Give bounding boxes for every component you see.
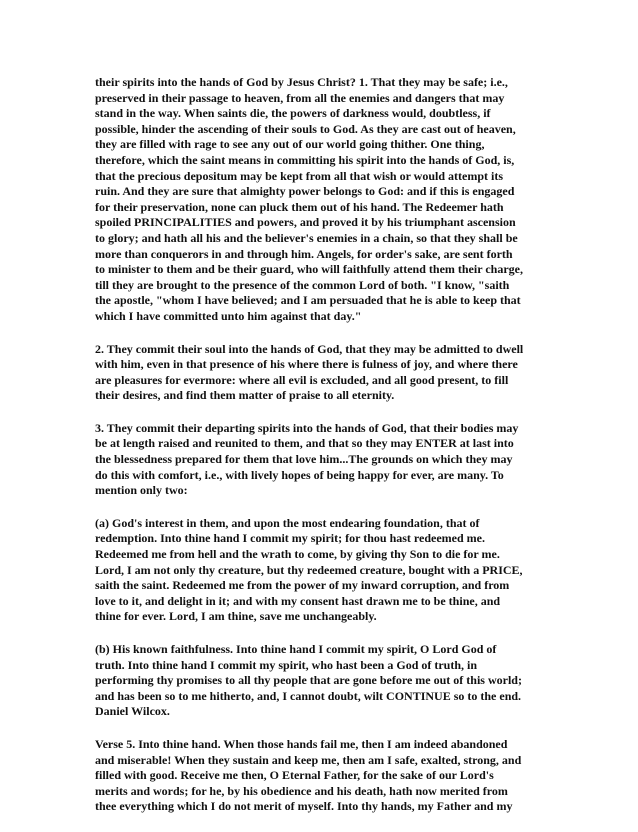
document-body — [95, 75, 547, 832]
text-line: redemption. Into thine hand I commit my spirit; for thou hast redeemed me. — [95, 531, 485, 546]
text-line: do this with comfort, i.e., with lively hopes of being happy for ever, are many. To — [95, 467, 504, 482]
text-line: Verse 5. Into thine hand. When those hands fail me, then I am indeed abandoned — [95, 736, 508, 751]
text-line: that the precious depositum may be kept from all that wish or would attempt its — [95, 168, 504, 183]
text-line: with him, even in that presence of his where there is fulness of joy, and where there — [95, 357, 518, 372]
text-line: to minister to them and be their guard, who will faithfully attend them their charge, — [95, 262, 523, 277]
text-line: be at length raised and reunited to them, and that so they may ENTER at last into — [95, 436, 514, 451]
text-line: saith the saint. Redeemed me from the power of my inward corruption, and from — [95, 578, 510, 593]
text-line: spoiled PRINCIPALITIES and powers, and proved it by his triumphant ascension — [95, 215, 516, 230]
text-line: Daniel Wilcox. — [95, 704, 170, 719]
text-line: to glory; and hath all his and the believer's enemies in a chain, so that they shall be — [95, 230, 518, 245]
text-line: mention only two: — [95, 483, 188, 498]
text-line: are pleasures for evermore: where all evil is excluded, and all good present, to fill — [95, 372, 509, 387]
text-line: thee everything which I do not merit of myself. Into thy hands, my Father and my — [95, 799, 513, 814]
text-line: therefore, which the saint means in committing his spirit into the hands of God, is, — [95, 152, 515, 167]
text-line: their spirits into the hands of God by Jesus Christ? 1. That they may be safe; i.e., — [95, 75, 508, 89]
text-line: and miserable! When they sustain and keep me, then am I safe, exalted, strong, and — [95, 752, 522, 767]
text-line: stand in the way. When saints die, the powers of darkness would, doubtless, if — [95, 106, 491, 121]
text-line: till they are brought to the presence of the common Lord of both. "I know, "saith — [95, 277, 510, 292]
text-line: possible, hinder the ascending of their souls to God. As they are cast out of heaven, — [95, 121, 516, 136]
paragraph-4 — [95, 516, 547, 625]
text-line: ruin. And they are sure that almighty power belongs to God: and if this is engaged — [95, 184, 515, 199]
text-line: the blessedness prepared for them that love him...The grounds on which they may — [95, 452, 513, 467]
paragraph-1 — [95, 75, 547, 325]
text-line: more than conquerors in and through him. Angels, for order's sake, are sent forth — [95, 246, 513, 261]
text-line: Lord, I am not only thy creature, but thy redeemed creature, bought with a PRICE, — [95, 562, 523, 577]
text-line: which I have committed unto him against that day." — [95, 308, 362, 323]
text-line: 2. They commit their soul into the hands of God, that they may be admitted to dwell — [95, 341, 524, 356]
paragraph-3 — [95, 421, 547, 499]
text-line: Redeemed me from hell and the wrath to come, by giving thy Son to die for me. — [95, 547, 500, 562]
text-line: (a) God's interest in them, and upon the most endearing foundation, that of — [95, 515, 480, 530]
paragraph-2 — [95, 342, 547, 404]
text-line: performing thy promises to all thy people that are gone before me out of this world; — [95, 673, 522, 688]
paragraph-5 — [95, 642, 547, 720]
text-line: for their preservation, none can pluck them out of his hand. The Redeemer hath — [95, 199, 504, 214]
text-line: 3. They commit their departing spirits into the hands of God, that their bodies may — [95, 420, 519, 435]
text-line: merits and words; for he, by his obedience and his death, hath now merited from — [95, 783, 508, 798]
text-line: filled with good. Receive me then, O Eternal Father, for the sake of our Lord's — [95, 768, 494, 783]
text-line: the apostle, "whom I have believed; and I am persuaded that he is able to keep that — [95, 293, 521, 308]
text-line: thine for ever. Lord, I am thine, save me unchangeably. — [95, 609, 377, 624]
text-line: preserved in their passage to heaven, from all the enemies and dangers that may — [95, 90, 505, 105]
text-line: their desires, and find them matter of praise to all eternity. — [95, 388, 395, 403]
paragraph-6 — [95, 737, 547, 815]
text-line: and has been so to me hitherto, and, I cannot doubt, wilt CONTINUE so to the end. — [95, 688, 522, 703]
text-line: truth. Into thine hand I commit my spirit, who hast been a God of truth, in — [95, 657, 478, 672]
text-line: love to it, and delight in it; and with my consent hast drawn me to be thine, and — [95, 593, 501, 608]
text-line: they are filled with rage to see any out of our world going thither. One thing, — [95, 137, 485, 152]
text-line: (b) His known faithfulness. Into thine hand I commit my spirit, O Lord God of — [95, 642, 497, 656]
